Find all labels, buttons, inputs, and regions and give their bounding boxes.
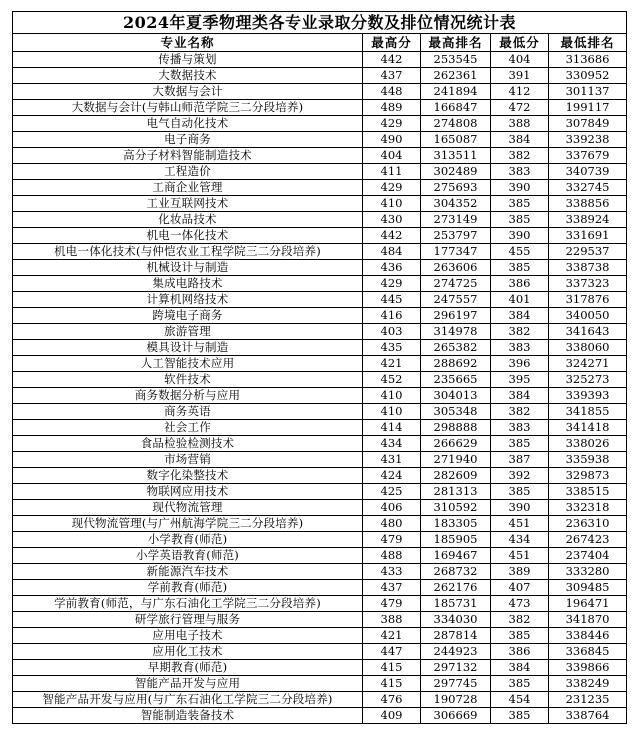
min-rank-cell: 199117 (549, 100, 627, 116)
min-score-cell: 388 (491, 116, 549, 132)
table-row (13, 436, 627, 452)
max-rank-cell: 241894 (421, 84, 491, 100)
major-name-cell: 现代物流管理(与广州航海学院三二分段培养) (13, 516, 363, 532)
header-min-score: 最低分 (491, 34, 549, 52)
table-row (13, 500, 627, 516)
max-score-cell: 429 (363, 116, 421, 132)
max-rank-cell: 304013 (421, 388, 491, 404)
min-score-cell: 384 (491, 660, 549, 676)
min-rank-cell: 338738 (549, 260, 627, 276)
major-name-cell: 工商企业管理 (13, 180, 363, 196)
min-score-cell: 392 (491, 468, 549, 484)
max-score-cell: 416 (363, 308, 421, 324)
min-score-cell: 390 (491, 500, 549, 516)
min-rank-cell: 341870 (549, 612, 627, 628)
min-score-cell: 395 (491, 372, 549, 388)
min-score-cell: 434 (491, 532, 549, 548)
max-score-cell: 403 (363, 324, 421, 340)
min-rank-cell: 340739 (549, 164, 627, 180)
major-name-cell: 小学教育(师范) (13, 532, 363, 548)
table-row (13, 468, 627, 484)
min-rank-cell: 338446 (549, 628, 627, 644)
min-score-cell: 386 (491, 644, 549, 660)
major-name-cell: 机械设计与制造 (13, 260, 363, 276)
max-score-cell: 437 (363, 68, 421, 84)
min-rank-cell: 267423 (549, 532, 627, 548)
major-name-cell: 旅游管理 (13, 324, 363, 340)
min-score-cell: 385 (491, 484, 549, 500)
max-rank-cell: 266629 (421, 436, 491, 452)
min-score-cell: 391 (491, 68, 549, 84)
table-row (13, 244, 627, 260)
min-rank-cell: 333280 (549, 564, 627, 580)
max-score-cell: 414 (363, 420, 421, 436)
table-row (13, 388, 627, 404)
min-rank-cell: 317876 (549, 292, 627, 308)
max-rank-cell: 273149 (421, 212, 491, 228)
max-score-cell: 415 (363, 660, 421, 676)
table-row (13, 324, 627, 340)
max-rank-cell: 274808 (421, 116, 491, 132)
major-name-cell: 计算机网络技术 (13, 292, 363, 308)
major-name-cell: 物联网应用技术 (13, 484, 363, 500)
max-rank-cell: 274725 (421, 276, 491, 292)
table-row (13, 676, 627, 692)
max-score-cell: 488 (363, 548, 421, 564)
max-score-cell: 429 (363, 276, 421, 292)
max-score-cell: 388 (363, 612, 421, 628)
max-rank-cell: 253797 (421, 228, 491, 244)
major-name-cell: 高分子材料智能制造技术 (13, 148, 363, 164)
max-rank-cell: 275693 (421, 180, 491, 196)
min-score-cell: 390 (491, 180, 549, 196)
max-score-cell: 425 (363, 484, 421, 500)
major-name-cell: 工程造价 (13, 164, 363, 180)
min-rank-cell: 313686 (549, 52, 627, 68)
max-score-cell: 445 (363, 292, 421, 308)
min-rank-cell: 338026 (549, 436, 627, 452)
min-score-cell: 390 (491, 228, 549, 244)
max-rank-cell: 169467 (421, 548, 491, 564)
min-score-cell: 383 (491, 340, 549, 356)
major-name-cell: 小学英语教育(师范) (13, 548, 363, 564)
min-rank-cell: 229537 (549, 244, 627, 260)
max-rank-cell: 271940 (421, 452, 491, 468)
min-score-cell: 389 (491, 564, 549, 580)
max-score-cell: 410 (363, 388, 421, 404)
min-score-cell: 382 (491, 324, 549, 340)
max-rank-cell: 247557 (421, 292, 491, 308)
max-rank-cell: 185731 (421, 596, 491, 612)
score-table-container (12, 11, 626, 724)
min-rank-cell: 330952 (549, 68, 627, 84)
table-row (13, 340, 627, 356)
max-score-cell: 411 (363, 164, 421, 180)
min-score-cell: 396 (491, 356, 549, 372)
table-row (13, 164, 627, 180)
table-row (13, 404, 627, 420)
max-score-cell: 489 (363, 100, 421, 116)
title-row (13, 12, 627, 34)
header-min-rank: 最低排名 (549, 34, 627, 52)
min-rank-cell: 337679 (549, 148, 627, 164)
max-score-cell: 410 (363, 404, 421, 420)
min-rank-cell: 339393 (549, 388, 627, 404)
max-rank-cell: 282609 (421, 468, 491, 484)
min-rank-cell: 338249 (549, 676, 627, 692)
min-rank-cell: 337323 (549, 276, 627, 292)
max-rank-cell: 310592 (421, 500, 491, 516)
table-row (13, 372, 627, 388)
min-score-cell: 384 (491, 388, 549, 404)
min-score-cell: 401 (491, 292, 549, 308)
major-name-cell: 数字化染整技术 (13, 468, 363, 484)
max-rank-cell: 165087 (421, 132, 491, 148)
table-row (13, 612, 627, 628)
min-score-cell: 387 (491, 452, 549, 468)
major-name-cell: 大数据与会计(与韩山师范学院三二分段培养) (13, 100, 363, 116)
max-score-cell: 421 (363, 628, 421, 644)
major-name-cell: 食品检验检测技术 (13, 436, 363, 452)
min-score-cell: 404 (491, 52, 549, 68)
min-rank-cell: 309485 (549, 580, 627, 596)
table-row (13, 212, 627, 228)
major-name-cell: 应用电子技术 (13, 628, 363, 644)
max-score-cell: 447 (363, 644, 421, 660)
table-row (13, 644, 627, 660)
max-rank-cell: 306669 (421, 708, 491, 724)
major-name-cell: 智能产品开发与应用(与广东石油化工学院三二分段培养) (13, 692, 363, 708)
min-score-cell: 385 (491, 436, 549, 452)
major-name-cell: 大数据技术 (13, 68, 363, 84)
table-row (13, 660, 627, 676)
major-name-cell: 应用化工技术 (13, 644, 363, 660)
min-rank-cell: 335938 (549, 452, 627, 468)
min-score-cell: 385 (491, 676, 549, 692)
max-rank-cell: 281313 (421, 484, 491, 500)
major-name-cell: 学前教育(师范，与广东石油化工学院三二分段培养) (13, 596, 363, 612)
min-rank-cell: 341855 (549, 404, 627, 420)
min-score-cell: 382 (491, 148, 549, 164)
max-rank-cell: 265382 (421, 340, 491, 356)
major-name-cell: 大数据与会计 (13, 84, 363, 100)
min-score-cell: 451 (491, 516, 549, 532)
major-name-cell: 商务数据分析与应用 (13, 388, 363, 404)
min-score-cell: 382 (491, 612, 549, 628)
table-row (13, 52, 627, 68)
major-name-cell: 化妆品技术 (13, 212, 363, 228)
table-row (13, 196, 627, 212)
header-major: 专业名称 (13, 34, 363, 52)
table-body (13, 52, 627, 724)
min-score-cell: 385 (491, 196, 549, 212)
max-rank-cell: 244923 (421, 644, 491, 660)
major-name-cell: 机电一体化技术(与仲恺农业工程学院三二分段培养) (13, 244, 363, 260)
max-score-cell: 476 (363, 692, 421, 708)
max-rank-cell: 177347 (421, 244, 491, 260)
max-score-cell: 409 (363, 708, 421, 724)
table-row (13, 532, 627, 548)
max-score-cell: 479 (363, 532, 421, 548)
table-row (13, 516, 627, 532)
max-rank-cell: 302489 (421, 164, 491, 180)
max-rank-cell: 253545 (421, 52, 491, 68)
min-score-cell: 384 (491, 132, 549, 148)
min-score-cell: 383 (491, 420, 549, 436)
max-score-cell: 430 (363, 212, 421, 228)
min-rank-cell: 340050 (549, 308, 627, 324)
major-name-cell: 传播与策划 (13, 52, 363, 68)
max-rank-cell: 288692 (421, 356, 491, 372)
min-score-cell: 385 (491, 260, 549, 276)
header-max-score: 最高分 (363, 34, 421, 52)
table-title: 2024年夏季物理类各专业录取分数及排位情况统计表 (13, 12, 627, 34)
major-name-cell: 人工智能技术应用 (13, 356, 363, 372)
table-row (13, 708, 627, 724)
table-row (13, 228, 627, 244)
min-score-cell: 412 (491, 84, 549, 100)
min-rank-cell: 339866 (549, 660, 627, 676)
min-rank-cell: 339238 (549, 132, 627, 148)
table-row (13, 180, 627, 196)
min-rank-cell: 332318 (549, 500, 627, 516)
table-row (13, 484, 627, 500)
table-row (13, 548, 627, 564)
max-rank-cell: 190728 (421, 692, 491, 708)
min-rank-cell: 338856 (549, 196, 627, 212)
major-name-cell: 电气自动化技术 (13, 116, 363, 132)
table-row (13, 692, 627, 708)
max-score-cell: 436 (363, 260, 421, 276)
min-score-cell: 407 (491, 580, 549, 596)
min-rank-cell: 324271 (549, 356, 627, 372)
table-row (13, 132, 627, 148)
table-row (13, 292, 627, 308)
min-rank-cell: 336845 (549, 644, 627, 660)
min-score-cell: 473 (491, 596, 549, 612)
min-rank-cell: 338764 (549, 708, 627, 724)
table-row (13, 580, 627, 596)
major-name-cell: 学前教育(师范) (13, 580, 363, 596)
max-score-cell: 433 (363, 564, 421, 580)
table-row (13, 116, 627, 132)
max-score-cell: 404 (363, 148, 421, 164)
max-rank-cell: 262361 (421, 68, 491, 84)
major-name-cell: 现代物流管理 (13, 500, 363, 516)
header-row (13, 34, 627, 52)
max-score-cell: 479 (363, 596, 421, 612)
min-score-cell: 384 (491, 308, 549, 324)
major-name-cell: 社会工作 (13, 420, 363, 436)
min-rank-cell: 341643 (549, 324, 627, 340)
min-score-cell: 454 (491, 692, 549, 708)
table-row (13, 68, 627, 84)
max-rank-cell: 235665 (421, 372, 491, 388)
max-score-cell: 435 (363, 340, 421, 356)
header-max-rank: 最高排名 (421, 34, 491, 52)
min-rank-cell: 338515 (549, 484, 627, 500)
max-rank-cell: 296197 (421, 308, 491, 324)
max-rank-cell: 305348 (421, 404, 491, 420)
min-score-cell: 455 (491, 244, 549, 260)
min-rank-cell: 231235 (549, 692, 627, 708)
min-rank-cell: 301137 (549, 84, 627, 100)
major-name-cell: 工业互联网技术 (13, 196, 363, 212)
table-row (13, 628, 627, 644)
max-score-cell: 429 (363, 180, 421, 196)
table-row (13, 596, 627, 612)
major-name-cell: 模具设计与制造 (13, 340, 363, 356)
major-name-cell: 机电一体化技术 (13, 228, 363, 244)
min-score-cell: 383 (491, 164, 549, 180)
table-row (13, 84, 627, 100)
min-score-cell: 451 (491, 548, 549, 564)
table-row (13, 356, 627, 372)
max-rank-cell: 185905 (421, 532, 491, 548)
max-score-cell: 434 (363, 436, 421, 452)
max-rank-cell: 268732 (421, 564, 491, 580)
table-row (13, 148, 627, 164)
min-rank-cell: 341418 (549, 420, 627, 436)
table-row (13, 420, 627, 436)
max-score-cell: 452 (363, 372, 421, 388)
table-row (13, 452, 627, 468)
major-name-cell: 电子商务 (13, 132, 363, 148)
min-rank-cell: 329873 (549, 468, 627, 484)
table-row (13, 564, 627, 580)
major-name-cell: 市场营销 (13, 452, 363, 468)
max-score-cell: 410 (363, 196, 421, 212)
max-score-cell: 442 (363, 52, 421, 68)
max-score-cell: 431 (363, 452, 421, 468)
max-score-cell: 484 (363, 244, 421, 260)
major-name-cell: 商务英语 (13, 404, 363, 420)
max-rank-cell: 183305 (421, 516, 491, 532)
min-score-cell: 385 (491, 212, 549, 228)
min-rank-cell: 237404 (549, 548, 627, 564)
major-name-cell: 新能源汽车技术 (13, 564, 363, 580)
major-name-cell: 智能产品开发与应用 (13, 676, 363, 692)
max-rank-cell: 166847 (421, 100, 491, 116)
major-name-cell: 智能制造装备技术 (13, 708, 363, 724)
table-row (13, 100, 627, 116)
max-score-cell: 490 (363, 132, 421, 148)
min-rank-cell: 196471 (549, 596, 627, 612)
min-score-cell: 385 (491, 628, 549, 644)
min-rank-cell: 331691 (549, 228, 627, 244)
min-rank-cell: 236310 (549, 516, 627, 532)
max-rank-cell: 297132 (421, 660, 491, 676)
max-score-cell: 406 (363, 500, 421, 516)
min-score-cell: 472 (491, 100, 549, 116)
max-score-cell: 448 (363, 84, 421, 100)
table-row (13, 260, 627, 276)
min-score-cell: 386 (491, 276, 549, 292)
max-rank-cell: 262176 (421, 580, 491, 596)
max-rank-cell: 298888 (421, 420, 491, 436)
min-rank-cell: 307849 (549, 116, 627, 132)
major-name-cell: 集成电路技术 (13, 276, 363, 292)
table-row (13, 308, 627, 324)
major-name-cell: 研学旅行管理与服务 (13, 612, 363, 628)
min-rank-cell: 338924 (549, 212, 627, 228)
max-rank-cell: 263606 (421, 260, 491, 276)
score-table (12, 11, 627, 724)
max-score-cell: 424 (363, 468, 421, 484)
max-score-cell: 415 (363, 676, 421, 692)
min-rank-cell: 338060 (549, 340, 627, 356)
min-score-cell: 385 (491, 708, 549, 724)
max-rank-cell: 313511 (421, 148, 491, 164)
max-rank-cell: 297745 (421, 676, 491, 692)
major-name-cell: 软件技术 (13, 372, 363, 388)
min-rank-cell: 332745 (549, 180, 627, 196)
major-name-cell: 跨境电子商务 (13, 308, 363, 324)
max-rank-cell: 287814 (421, 628, 491, 644)
major-name-cell: 早期教育(师范) (13, 660, 363, 676)
max-rank-cell: 334030 (421, 612, 491, 628)
max-rank-cell: 304352 (421, 196, 491, 212)
max-score-cell: 437 (363, 580, 421, 596)
table-row (13, 276, 627, 292)
max-rank-cell: 314978 (421, 324, 491, 340)
min-score-cell: 382 (491, 404, 549, 420)
min-rank-cell: 325273 (549, 372, 627, 388)
max-score-cell: 442 (363, 228, 421, 244)
max-score-cell: 421 (363, 356, 421, 372)
max-score-cell: 480 (363, 516, 421, 532)
